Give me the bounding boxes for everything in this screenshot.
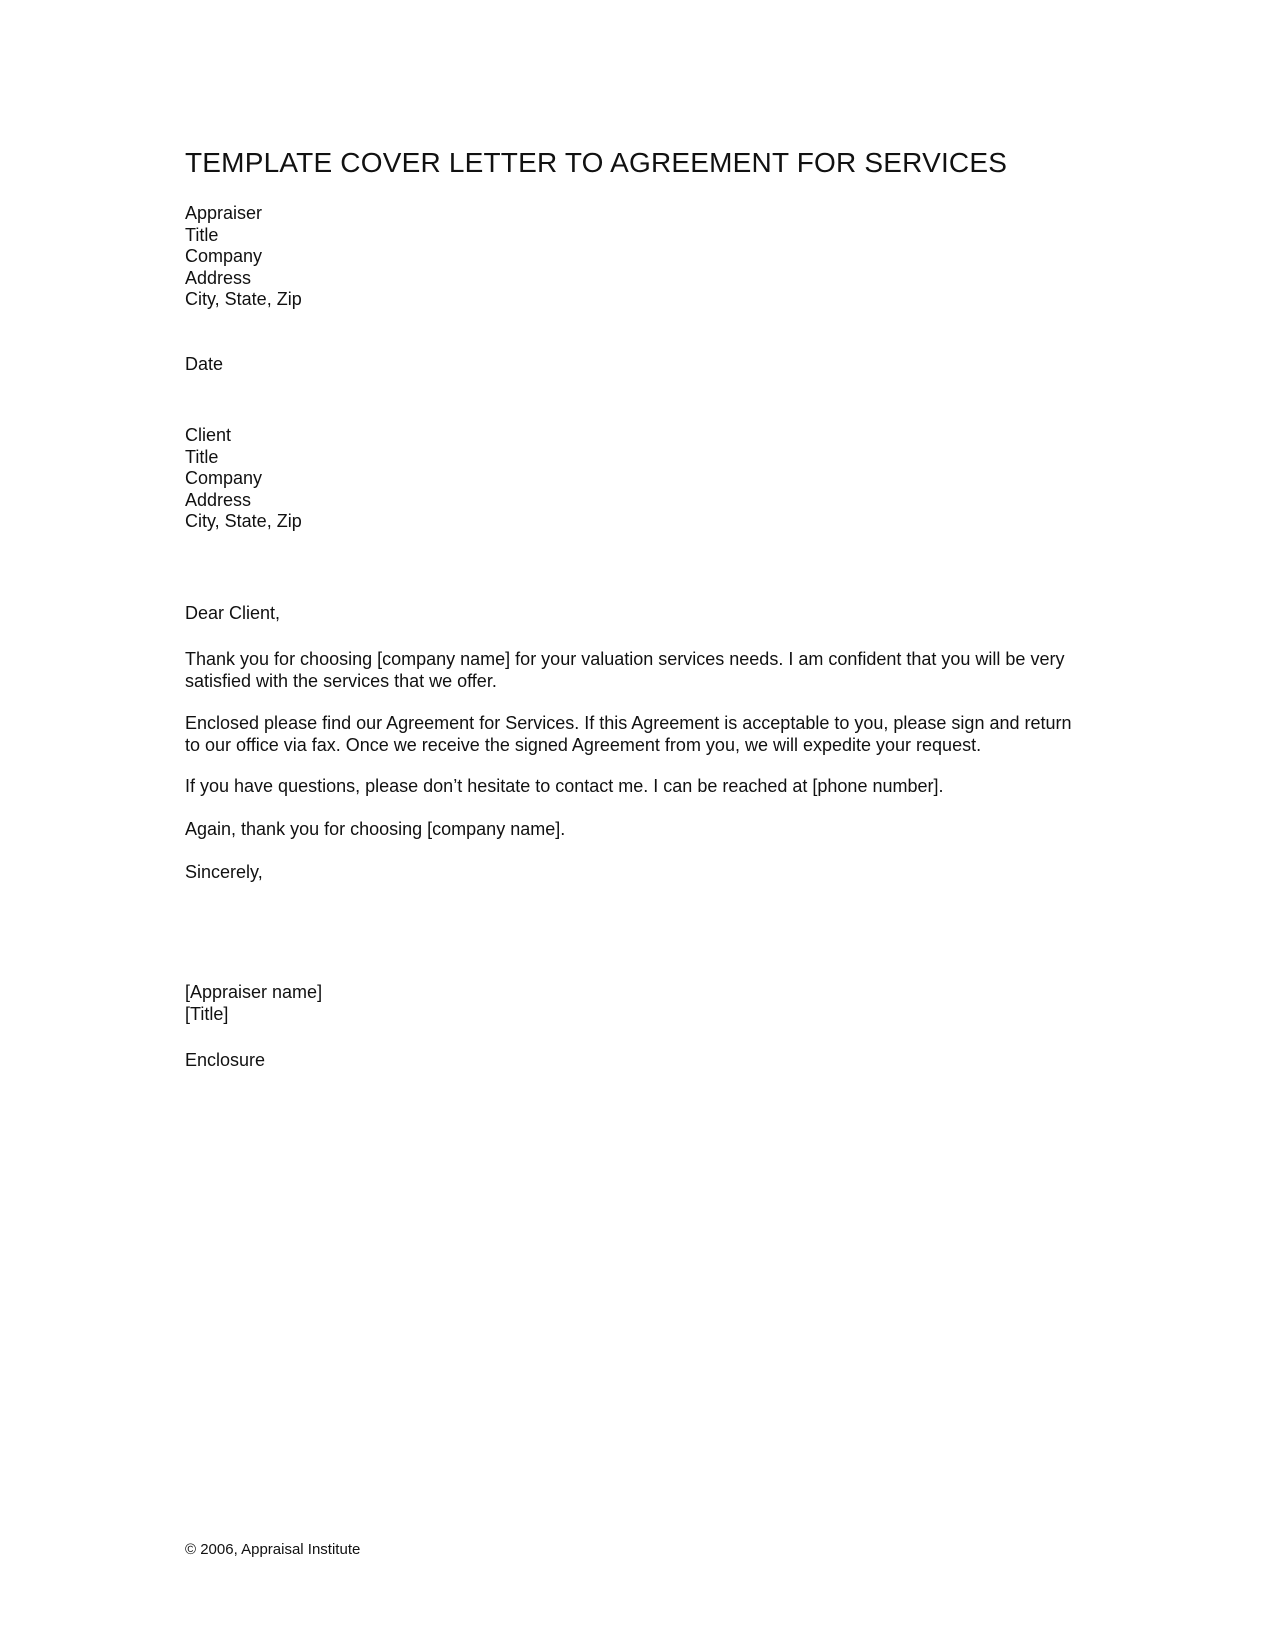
document-title: TEMPLATE COVER LETTER TO AGREEMENT FOR SERVICES	[185, 147, 1008, 178]
salutation: Dear Client,	[185, 603, 281, 623]
sender-name: Appraiser	[185, 203, 263, 223]
signature-title: [Title]	[185, 1003, 229, 1024]
recipient-title: Title	[185, 446, 219, 467]
body-paragraph: Thank you for choosing [company name] for your valuation services needs. I am confident that you will be very satisfied with the services that we offer.	[185, 649, 1065, 691]
recipient-company: Company	[185, 468, 263, 488]
recipient-address: Address	[185, 489, 252, 510]
body-paragraph: Enclosed please find our Agreement for Services. If this Agreement is acceptable to you, please sign and return to our office via fax. Once we receive the signed Agreement from you, we will expedite your request.	[185, 713, 1072, 755]
body-paragraph: Again, thank you for choosing [company name].	[185, 819, 566, 839]
sender-city-state-zip: City, State, Zip	[185, 289, 302, 309]
signature-name: [Appraiser name]	[185, 982, 323, 1002]
sender-title: Title	[185, 224, 219, 245]
recipient-address-block	[185, 425, 302, 533]
body-paragraph: If you have questions, please don’t hesitate to contact me. I can be reached at [phone number].	[185, 776, 944, 796]
letter-date: Date	[185, 354, 224, 374]
sender-address: Address	[185, 267, 252, 288]
recipient-name: Client	[185, 425, 232, 445]
recipient-city-state-zip: City, State, Zip	[185, 511, 302, 531]
signature-block	[185, 982, 322, 1025]
enclosure-note: Enclosure	[185, 1050, 266, 1070]
sender-company: Company	[185, 246, 263, 266]
sender-address-block	[185, 203, 302, 311]
copyright-footer: © 2006, Appraisal Institute	[185, 1541, 361, 1558]
closing: Sincerely,	[185, 862, 263, 882]
